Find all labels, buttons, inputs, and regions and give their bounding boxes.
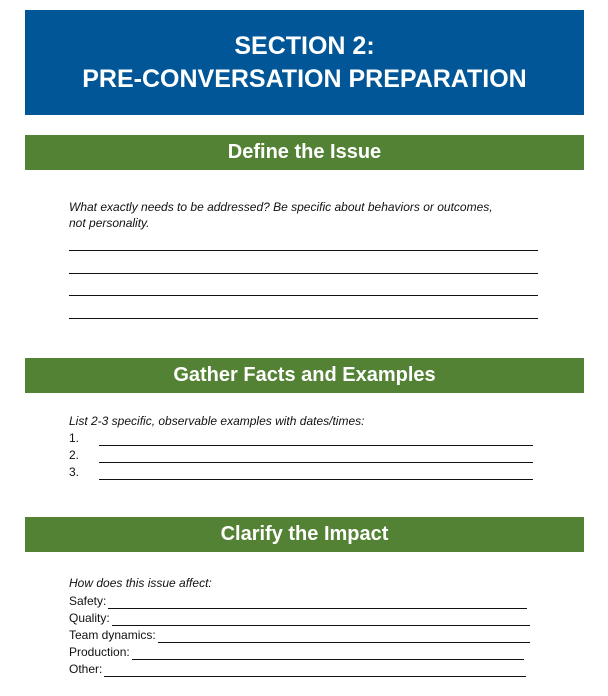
impact-answer-line[interactable] xyxy=(112,613,530,626)
example-row xyxy=(69,447,533,463)
impact-field-row xyxy=(69,610,530,626)
define-issue-answer-line[interactable] xyxy=(69,273,538,274)
impact-field-label: Quality: xyxy=(69,611,110,625)
define-issue-header: Define the Issue xyxy=(25,135,584,170)
impact-answer-line[interactable] xyxy=(132,647,524,660)
define-issue-prompt-line2: not personality. xyxy=(69,216,150,230)
impact-answer-line[interactable] xyxy=(108,596,527,609)
impact-answer-line[interactable] xyxy=(104,664,526,677)
example-answer-line[interactable] xyxy=(99,467,533,480)
impact-field-row xyxy=(69,593,527,609)
example-number: 3. xyxy=(69,465,80,479)
define-issue-answer-line[interactable] xyxy=(69,250,538,251)
impact-field-label: Safety: xyxy=(69,594,107,608)
section-number: SECTION 2: xyxy=(234,31,375,60)
clarify-impact-header: Clarify the Impact xyxy=(25,517,584,552)
define-issue-prompt-line1: What exactly needs to be addressed? Be specific about behaviors or outcomes, xyxy=(69,200,493,214)
example-row xyxy=(69,464,533,480)
example-answer-line[interactable] xyxy=(99,450,533,463)
impact-field-row xyxy=(69,627,530,643)
impact-field-label: Production: xyxy=(69,645,130,659)
define-issue-prompt xyxy=(69,199,549,231)
impact-field-row xyxy=(69,644,524,660)
clarify-impact-prompt: How does this issue affect: xyxy=(69,576,212,590)
impact-answer-line[interactable] xyxy=(158,630,530,643)
define-issue-answer-line[interactable] xyxy=(69,318,538,319)
gather-facts-header: Gather Facts and Examples xyxy=(25,358,584,393)
example-answer-line[interactable] xyxy=(99,433,533,446)
define-issue-answer-line[interactable] xyxy=(69,295,538,296)
example-number: 2. xyxy=(69,448,80,462)
example-number: 1. xyxy=(69,431,80,445)
impact-field-label: Team dynamics: xyxy=(69,628,156,642)
impact-field-row xyxy=(69,661,526,677)
section-title-banner xyxy=(25,10,584,115)
example-row xyxy=(69,430,533,446)
gather-facts-prompt: List 2-3 specific, observable examples with dates/times: xyxy=(69,414,365,428)
impact-field-label: Other: xyxy=(69,662,103,676)
section-title: PRE-CONVERSATION PREPARATION xyxy=(82,64,527,93)
